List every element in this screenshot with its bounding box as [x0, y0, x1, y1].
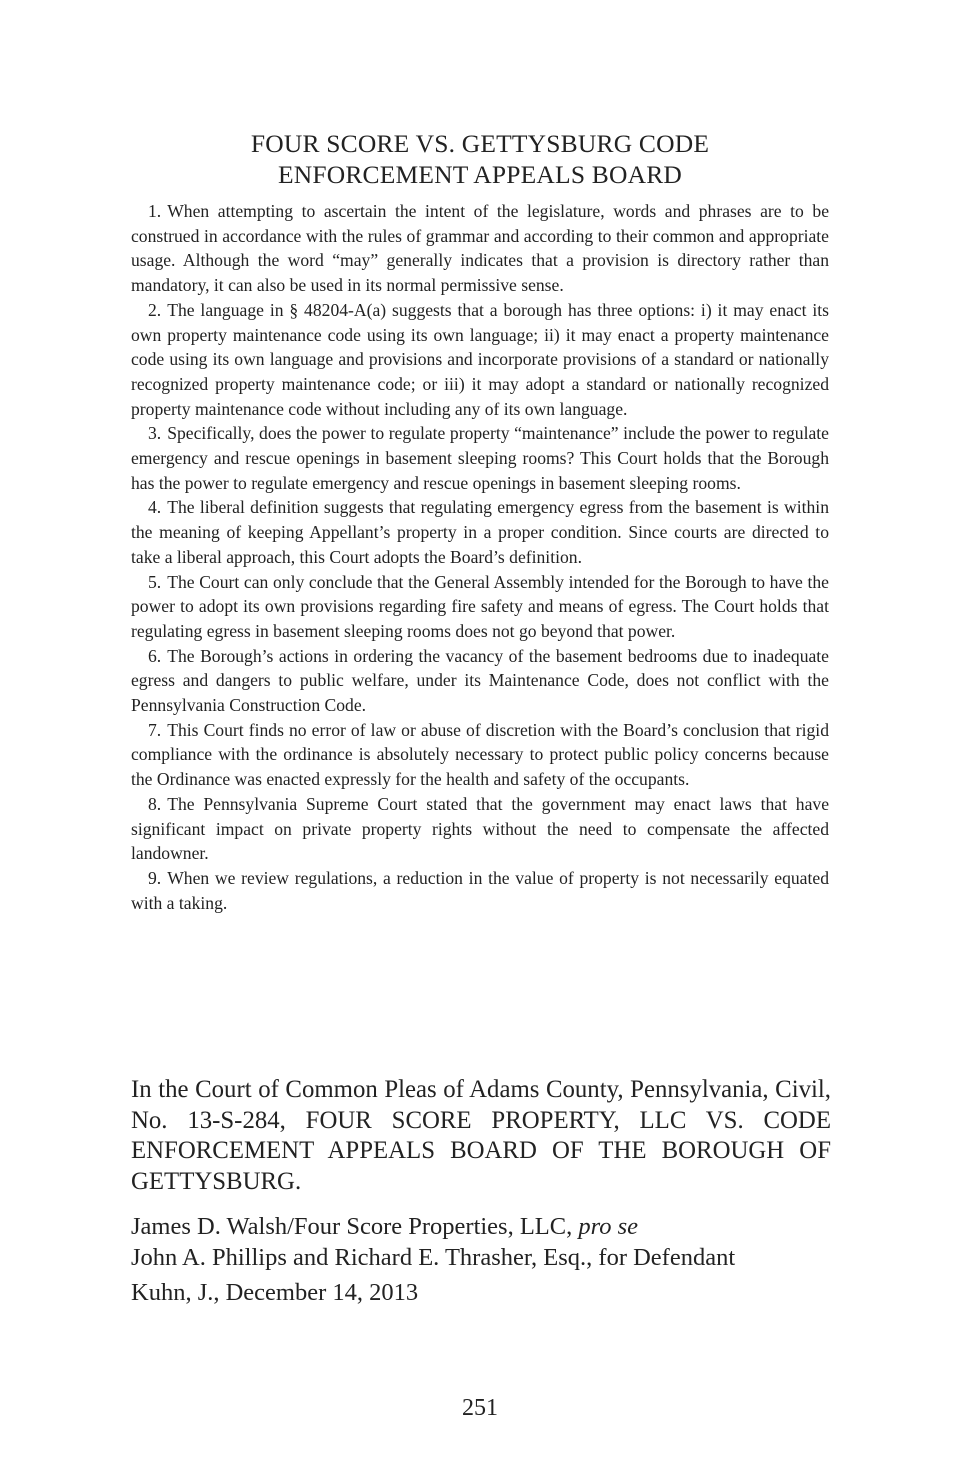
plaintiff-role: pro se — [578, 1213, 639, 1240]
headnote — [131, 421, 829, 495]
headnote — [131, 792, 829, 866]
headnote-text: When we review regulations, a reduction in the value of property is not necessarily equated with a taking. — [131, 867, 829, 913]
headnote — [131, 718, 829, 792]
headnote — [131, 495, 829, 569]
headnote-text: This Court finds no error of law or abuse of discretion with the Board’s conclusion that rigid compliance with the ordinance is absolutely necessary to protect public policy concerns because the Ordinance was enacted expressly for the health and safety of the occupants. — [131, 719, 829, 790]
defendant-counsel: John A. Phillips and Richard E. Thrasher, Esq., for Defendant — [131, 1244, 736, 1271]
page-number: 251 — [462, 1395, 498, 1421]
headnote-number: 2. — [148, 299, 162, 320]
headnote-number: 5. — [148, 571, 162, 592]
headnote — [131, 866, 829, 915]
headnote-number: 4. — [148, 497, 162, 518]
document-title — [130, 128, 830, 190]
headnote-text: The Borough’s actions in ordering the vacancy of the basement bedrooms due to inadequate egress and dangers to public welfare, under its Maintenance Code, does not conflict with the Pennsylvania Construction Code. — [131, 645, 829, 716]
headnote-number: 6. — [148, 645, 162, 666]
headnote-text: The Pennsylvania Supreme Court stated that the government may enact laws that have significant impact on private property rights without the need to compensate the affected landowner. — [131, 793, 829, 864]
plaintiff-counsel — [131, 1211, 735, 1242]
title-line-2: ENFORCEMENT APPEALS BOARD — [277, 160, 683, 189]
plaintiff-name: James D. Walsh/Four Score Properties, LLC, — [131, 1213, 579, 1240]
headnote-text: The Court can only conclude that the General Assembly intended for the Borough to have the power to adopt its own provisions regarding fire safety and means of egress. The Court holds that regulating egress in basement sleeping rooms does not go beyond that power. — [131, 571, 829, 641]
headnote-number: 1. — [148, 201, 162, 221]
headnote — [131, 570, 829, 644]
title-line-1: FOUR SCORE VS. GETTYSBURG CODE — [250, 129, 710, 158]
case-caption: In the Court of Common Pleas of Adams County, Pennsylvania, Civil, No. 13-S-284, FOUR SCORE PROPERTY, LLC VS. CODE ENFORCEMENT APPEALS BOARD OF THE BOROUGH OF GETTYSBURG. — [131, 1076, 831, 1195]
headnote-number: 9. — [148, 867, 162, 888]
headnote-text: The liberal definition suggests that regulating emergency egress from the basement is within the meaning of keeping Appellant’s property in a proper condition. Since courts are directed to take a liberal approach, this Court adopts the Board’s definition. — [131, 497, 829, 567]
headnote-number: 3. — [148, 423, 162, 444]
judge-and-date: Kuhn, J., December 14, 2013 — [131, 1279, 419, 1306]
headnote — [131, 199, 829, 298]
headnotes — [131, 199, 829, 915]
headnote — [131, 644, 829, 718]
headnote-text: Specifically, does the power to regulate property “maintenance” include the power to regulate emergency and rescue openings in basement sleeping rooms? This Court holds that the Borough has the power to regulate emergency and rescue openings in basement sleeping rooms. — [131, 423, 829, 493]
headnote — [131, 298, 829, 422]
headnote-text: The language in § 48204-A(a) suggests that a borough has three options: i) it may enact its own property maintenance code using its own language; ii) it may enact a property maintenance code using its own language and provisions and incorporate provisions of a standard or nationally recognized property maintenance code; or iii) it may adopt a standard or nationally recognized property maintenance code without including any of its own language. — [131, 299, 829, 419]
headnote-number: 8. — [148, 793, 162, 814]
counsel-listing — [131, 1211, 735, 1273]
headnote-number: 7. — [148, 719, 162, 740]
headnote-text: When attempting to ascertain the intent of the legislature, words and phrases are to be construed in accordance with the rules of grammar and according to their common and appropriate usage. Although the word “may” generally indicates that a provision is directory rather than mandatory, it can also be used in its normal permissive sense. — [131, 201, 829, 296]
